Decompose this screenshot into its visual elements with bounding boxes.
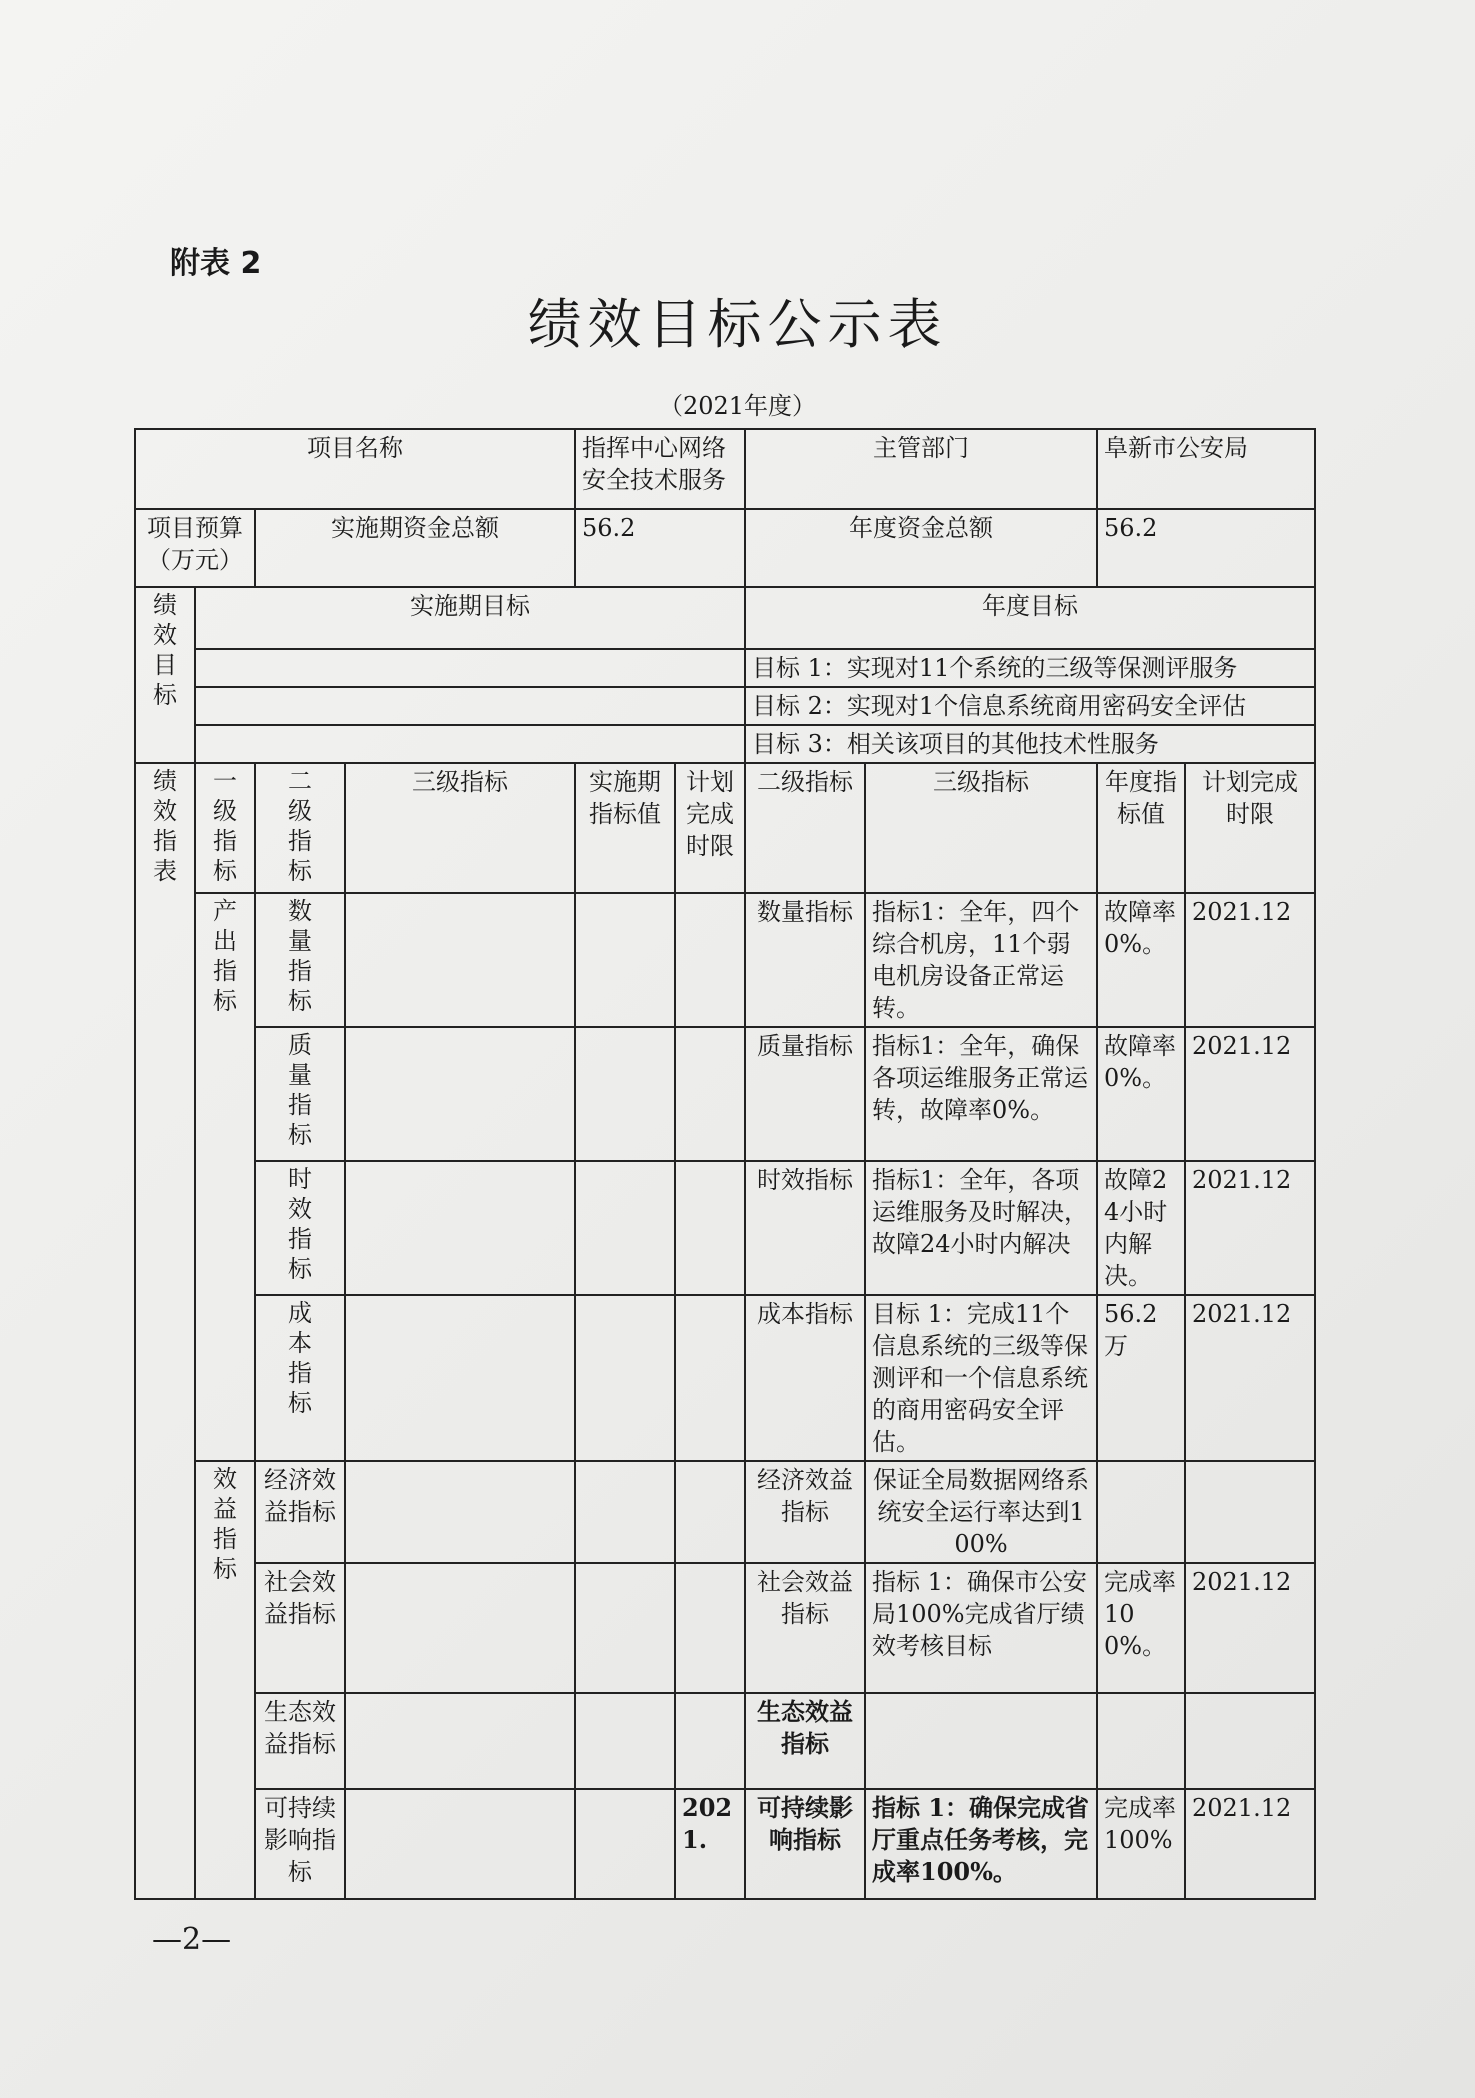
annual-goal-3: 目标 3：相关该项目的其他技术性服务 xyxy=(745,725,1315,763)
header-plan-deadline: 计划完成时限 xyxy=(675,763,745,893)
row-level2-annual: 成本指标 xyxy=(745,1295,865,1461)
row-level2: 时效指标 xyxy=(255,1161,345,1295)
output-group-label: 产出指标 xyxy=(195,893,255,1461)
annual-goal-2: 目标 2：实现对1个信息系统商用密码安全评估 xyxy=(745,687,1315,725)
performance-table xyxy=(134,428,1316,1900)
budget-label: 项目预算（万元） xyxy=(135,509,255,587)
row-impl-value xyxy=(575,1563,675,1693)
row-level3-annual: 指标1：全年，各项运维服务及时解决，故障24小时内解决 xyxy=(865,1161,1097,1295)
impl-goal-cell-2 xyxy=(195,687,745,725)
row-level3 xyxy=(345,1693,575,1789)
row-level2: 经济效益指标 xyxy=(255,1461,345,1563)
row-level2-annual: 生态效益指标 xyxy=(745,1693,865,1789)
row-level2-annual: 数量指标 xyxy=(745,893,865,1027)
row-level3 xyxy=(345,1461,575,1563)
dept-label: 主管部门 xyxy=(745,429,1097,509)
row-annual-deadline: 2021.12 xyxy=(1185,1295,1315,1461)
header-level1: 一级指标 xyxy=(195,763,255,893)
page-title: 绩效目标公示表 xyxy=(527,293,948,356)
dept-value: 阜新市公安局 xyxy=(1097,429,1315,509)
row-level3 xyxy=(345,1563,575,1693)
row-impl-value xyxy=(575,1461,675,1563)
row-plan-deadline xyxy=(675,1693,745,1789)
row-plan-deadline: 2021. xyxy=(675,1789,745,1899)
page-number: —2— xyxy=(152,1922,232,1957)
row-level3-annual: 保证全局数据网络系统安全运行率达到100% xyxy=(865,1461,1097,1563)
row-annual-deadline xyxy=(1185,1693,1315,1789)
row-level2-annual: 可持续影响指标 xyxy=(745,1789,865,1899)
row-level3-annual: 目标 1：完成11个信息系统的三级等保测评和一个信息系统的商用密码安全评估。 xyxy=(865,1295,1097,1461)
row-impl-value xyxy=(575,1789,675,1899)
row-level2: 数量指标 xyxy=(255,893,345,1027)
row-annual-value: 故障率0%。 xyxy=(1097,1027,1185,1161)
row-plan-deadline xyxy=(675,893,745,1027)
attachment-label: 附表 2 xyxy=(170,246,262,281)
header-level3: 三级指标 xyxy=(345,763,575,893)
row-plan-deadline xyxy=(675,1563,745,1693)
row-impl-value xyxy=(575,1161,675,1295)
row-level2: 生态效益指标 xyxy=(255,1693,345,1789)
annual-total-label: 年度资金总额 xyxy=(745,509,1097,587)
project-name-label: 项目名称 xyxy=(135,429,575,509)
row-level2: 成本指标 xyxy=(255,1295,345,1461)
row-level3 xyxy=(345,893,575,1027)
header-annual-deadline: 计划完成时限 xyxy=(1185,763,1315,893)
row-level3 xyxy=(345,1295,575,1461)
row-plan-deadline xyxy=(675,1295,745,1461)
impl-goal-label: 实施期目标 xyxy=(195,587,745,649)
row-impl-value xyxy=(575,893,675,1027)
row-plan-deadline xyxy=(675,1027,745,1161)
row-level3-annual: 指标 1：确保市公安局100%完成省厅绩效考核目标 xyxy=(865,1563,1097,1693)
row-annual-value: 故障24小时内解决。 xyxy=(1097,1161,1185,1295)
row-impl-value xyxy=(575,1295,675,1461)
row-annual-deadline: 2021.12 xyxy=(1185,1161,1315,1295)
row-annual-value: 完成率100% xyxy=(1097,1789,1185,1899)
header-annual-value: 年度指标值 xyxy=(1097,763,1185,893)
project-name-value: 指挥中心网络安全技术服务 xyxy=(575,429,745,509)
row-plan-deadline xyxy=(675,1161,745,1295)
row-annual-value xyxy=(1097,1461,1185,1563)
row-level3-annual xyxy=(865,1693,1097,1789)
row-level2-annual: 质量指标 xyxy=(745,1027,865,1161)
row-impl-value xyxy=(575,1027,675,1161)
impl-total-label: 实施期资金总额 xyxy=(255,509,575,587)
row-plan-deadline xyxy=(675,1461,745,1563)
row-level2-annual: 经济效益指标 xyxy=(745,1461,865,1563)
header-level2-annual: 二级指标 xyxy=(745,763,865,893)
row-annual-value xyxy=(1097,1693,1185,1789)
row-impl-value xyxy=(575,1693,675,1789)
row-annual-deadline: 2021.12 xyxy=(1185,1789,1315,1899)
row-annual-deadline: 2021.12 xyxy=(1185,1027,1315,1161)
annual-total-value: 56.2 xyxy=(1097,509,1315,587)
header-level2: 二级指标 xyxy=(255,763,345,893)
impl-total-value: 56.2 xyxy=(575,509,745,587)
row-level3 xyxy=(345,1789,575,1899)
row-annual-deadline: 2021.12 xyxy=(1185,1563,1315,1693)
row-level3 xyxy=(345,1161,575,1295)
row-annual-deadline xyxy=(1185,1461,1315,1563)
header-level3-annual: 三级指标 xyxy=(865,763,1097,893)
impl-goal-cell-1 xyxy=(195,649,745,687)
row-level3-annual: 指标1：全年，四个综合机房，11个弱电机房设备正常运转。 xyxy=(865,893,1097,1027)
row-level2: 社会效益指标 xyxy=(255,1563,345,1693)
impl-goal-cell-3 xyxy=(195,725,745,763)
goals-section-label: 绩效目标 xyxy=(135,587,195,763)
row-level2: 可持续影响指标 xyxy=(255,1789,345,1899)
row-level2-annual: 时效指标 xyxy=(745,1161,865,1295)
row-level2-annual: 社会效益指标 xyxy=(745,1563,865,1693)
benefit-group-label: 效益指标 xyxy=(195,1461,255,1899)
row-annual-value: 故障率0%。 xyxy=(1097,893,1185,1027)
row-level3-annual: 指标 1：确保完成省厅重点任务考核，完成率100%。 xyxy=(865,1789,1097,1899)
row-level3 xyxy=(345,1027,575,1161)
indicators-section-label: 绩效指表 xyxy=(135,763,195,1899)
row-level2: 质量指标 xyxy=(255,1027,345,1161)
row-level3-annual: 指标1：全年，确保各项运维服务正常运转，故障率0%。 xyxy=(865,1027,1097,1161)
year-label: （2021年度） xyxy=(658,392,817,420)
row-annual-value: 56.2万 xyxy=(1097,1295,1185,1461)
row-annual-deadline: 2021.12 xyxy=(1185,893,1315,1027)
row-annual-value: 完成率100%。 xyxy=(1097,1563,1185,1693)
header-impl-value: 实施期指标值 xyxy=(575,763,675,893)
annual-goal-1: 目标 1：实现对11个系统的三级等保测评服务 xyxy=(745,649,1315,687)
annual-goal-label: 年度目标 xyxy=(745,587,1315,649)
